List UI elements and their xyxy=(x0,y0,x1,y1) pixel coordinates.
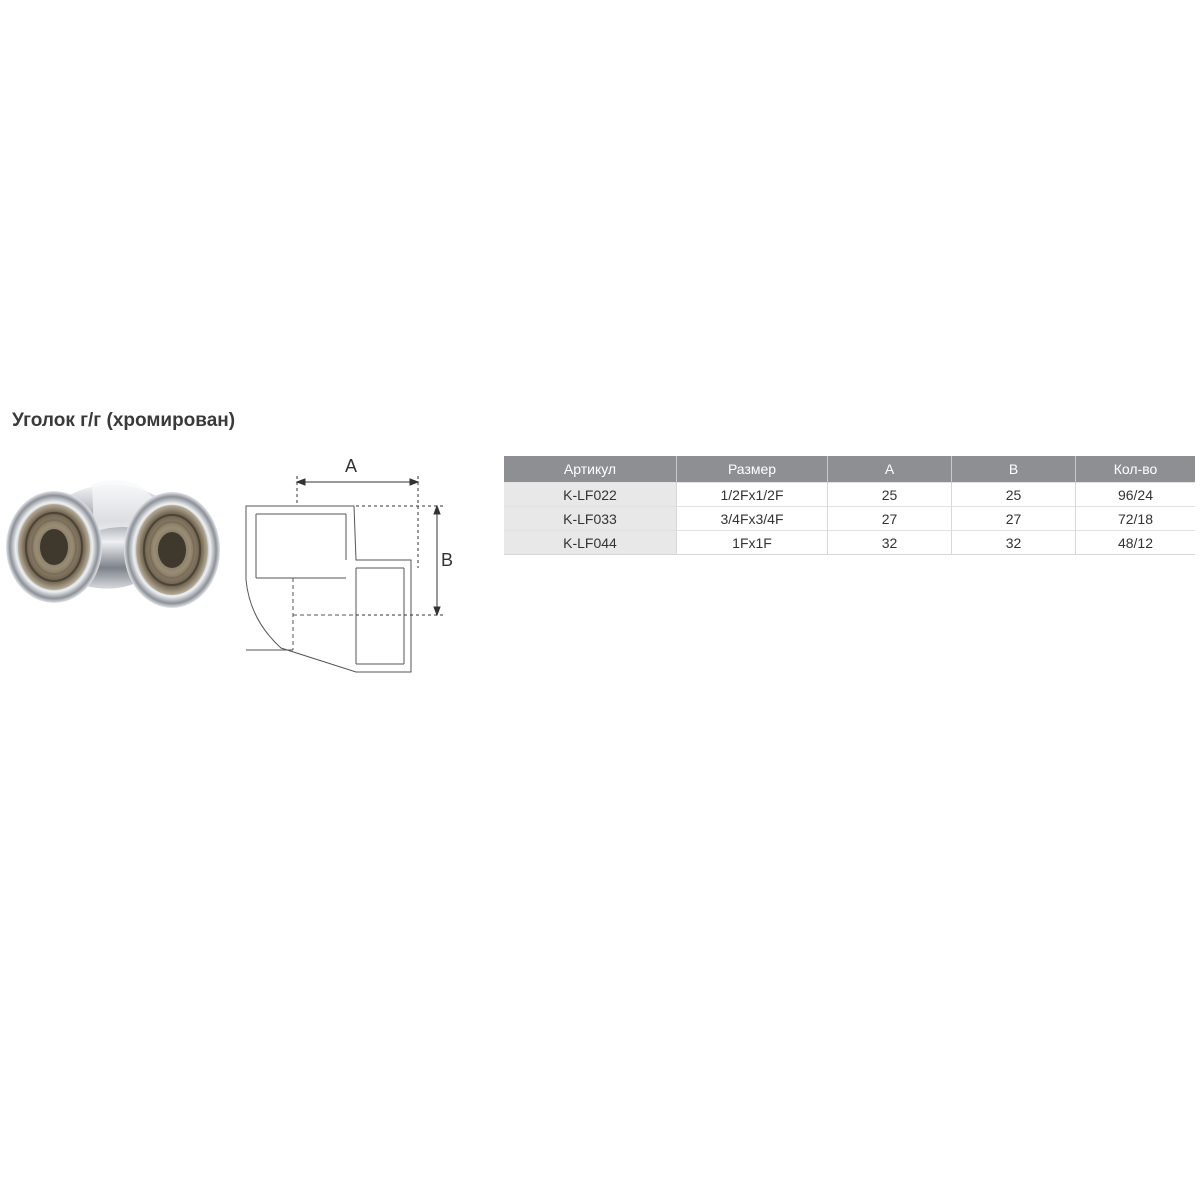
header-b: B xyxy=(952,456,1076,483)
product-photo xyxy=(2,462,224,622)
cell-size: 1/2Fx1/2F xyxy=(677,483,828,507)
header-a: A xyxy=(828,456,952,483)
dimension-label-b: B xyxy=(441,550,454,570)
cell-size: 3/4Fx3/4F xyxy=(677,507,828,531)
technical-drawing xyxy=(236,450,476,690)
header-article: Артикул xyxy=(504,456,677,483)
cell-article: K-LF044 xyxy=(504,531,677,555)
table-header-row xyxy=(504,456,1195,483)
product-title: Уголок г/г (хромирован) xyxy=(12,410,236,431)
cell-article: K-LF022 xyxy=(504,483,677,507)
cell-b: 32 xyxy=(952,531,1076,555)
cell-quantity: 48/12 xyxy=(1076,531,1196,555)
cell-quantity: 72/18 xyxy=(1076,507,1196,531)
dimension-label-a: A xyxy=(345,456,358,476)
cell-quantity: 96/24 xyxy=(1076,483,1196,507)
table-row xyxy=(504,507,1195,531)
table-row xyxy=(504,531,1195,555)
cell-article: K-LF033 xyxy=(504,507,677,531)
header-size: Размер xyxy=(677,456,828,483)
spec-table xyxy=(504,456,1195,555)
cell-a: 25 xyxy=(828,483,952,507)
cell-a: 32 xyxy=(828,531,952,555)
cell-b: 25 xyxy=(952,483,1076,507)
header-quantity: Кол-во xyxy=(1076,456,1196,483)
table-row xyxy=(504,483,1195,507)
cell-size: 1Fx1F xyxy=(677,531,828,555)
cell-b: 27 xyxy=(952,507,1076,531)
cell-a: 27 xyxy=(828,507,952,531)
